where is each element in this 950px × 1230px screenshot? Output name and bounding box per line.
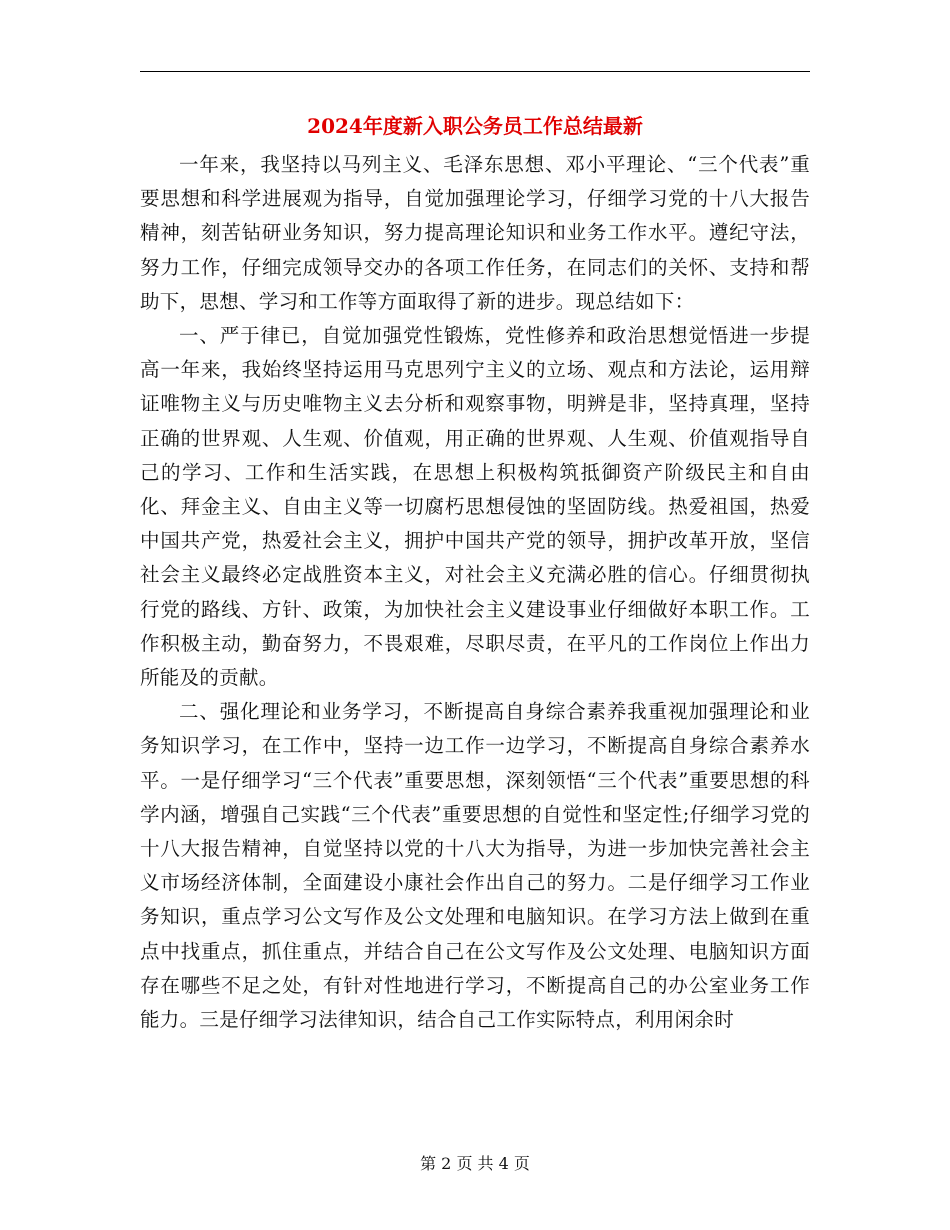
document-title: 2024年度新入职公务员工作总结最新 (307, 114, 643, 138)
paragraph-section-two: 二、强化理论和业务学习，不断提高自身综合素养我重视加强理论和业务知识学习，在工作中，坚持一边工作一边学习，不断提高自身综合素养水平。一是仔细学习“三个代表”重要思想，深刻领悟“三个代表”重要思想的科学内涵，增强自己实践“三个代表”重要思想的自觉性和坚定性;仔细学习党的十八大报告精神，自觉坚持以党的十八大为指导，为进一步加快完善社会主义市场经济体制，全面建设小康社会作出自己的努力。二是仔细学习工作业务知识，重点学习公文写作及公文处理和电脑知识。在学习方法上做到在重点中找重点，抓住重点，并结合自己在公文写作及公文处理、电脑知识方面存在哪些不足之处，有针对性地进行学习，不断提高自己的办公室业务工作能力。三是仔细学习法律知识，结合自己工作实际特点，利用闲余时 (140, 700, 810, 1032)
paragraph-section-one: 一、严于律已，自觉加强党性锻炼，党性修养和政治思想觉悟进一步提高一年来，我始终坚持运用马克思列宁主义的立场、观点和方法论，运用辩证唯物主义与历史唯物主义去分析和观察事物，明辨是非，坚持真理，坚持正确的世界观、人生观、价值观，用正确的世界观、人生观、价值观指导自己的学习、工作和生活实践，在思想上积极构筑抵御资产阶级民主和自由化、拜金主义、自由主义等一切腐朽思想侵蚀的坚固防线。热爱祖国，热爱中国共产党，热爱社会主义，拥护中国共产党的领导，拥护改革开放，坚信社会主义最终必定战胜资本主义，对社会主义充满必胜的信心。仔细贯彻执行党的路线、方针、政策，为加快社会主义建设事业仔细做好本职工作。工作积极主动，勤奋努力，不畏艰难，尽职尽责，在平凡的工作岗位上作出力所能及的贡献。 (140, 324, 810, 690)
page-number: 第 2 页 共 4 页 (420, 1154, 530, 1173)
paragraph-intro: 一年来，我坚持以马列主义、毛泽东思想、邓小平理论、“三个代表”重要思想和科学进展观为指导，自觉加强理论学习，仔细学习党的十八大报告精神，刻苦钻研业务知识，努力提高理论知识和业务工作水平。遵纪守法，努力工作，仔细完成领导交办的各项工作任务，在同志们的关怀、支持和帮助下，思想、学习和工作等方面取得了新的进步。现总结如下： (140, 153, 810, 313)
document-body (140, 148, 810, 1037)
header-rule (140, 71, 810, 72)
